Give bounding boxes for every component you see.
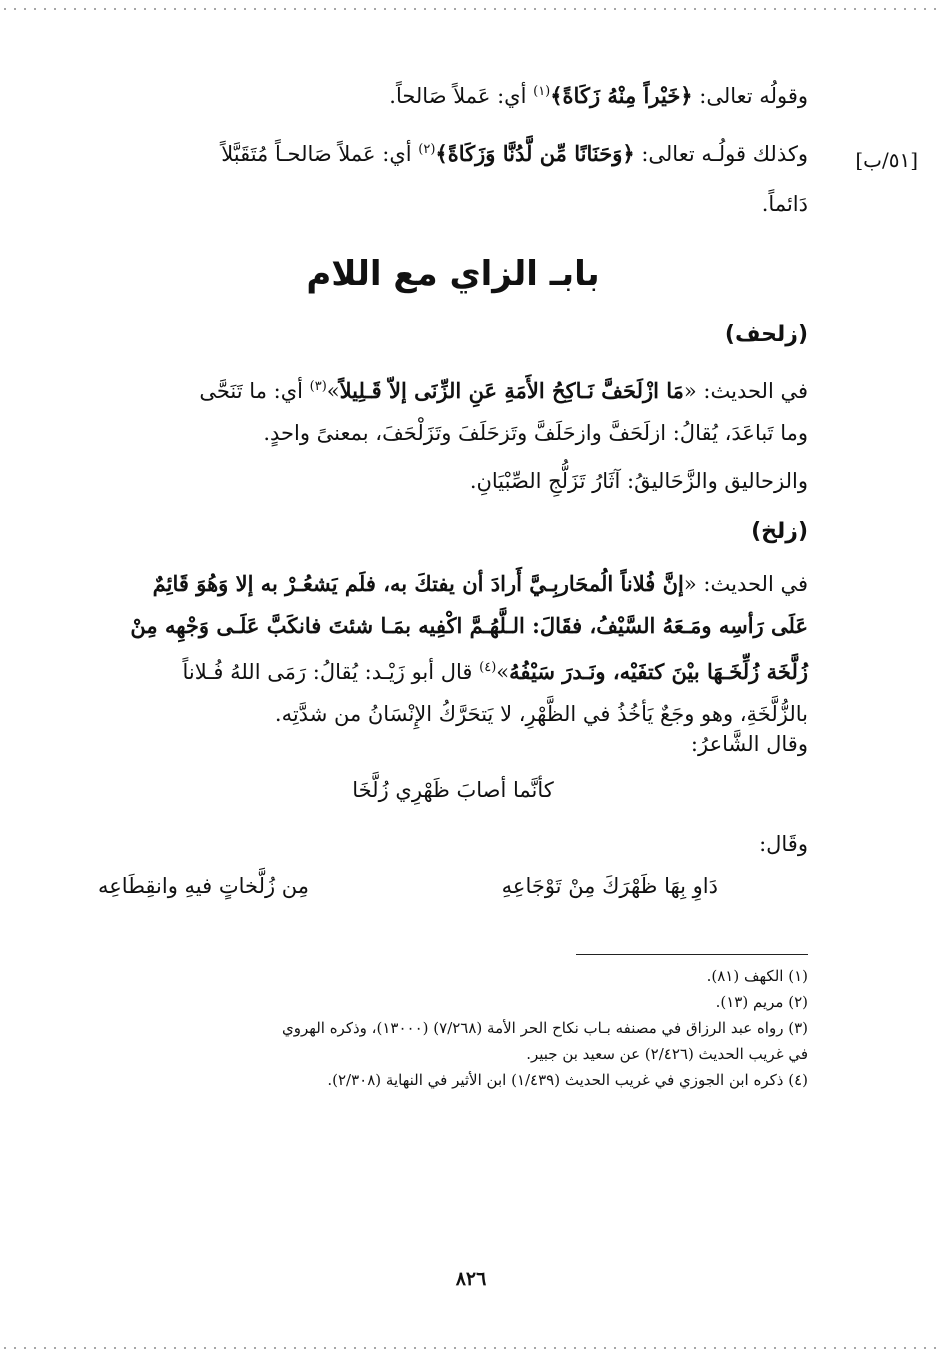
scan-dotted-edge-bottom bbox=[0, 1347, 942, 1349]
margin-folio-reference: [٥١/ب] bbox=[855, 148, 918, 172]
entry-title-zlhf: (زلحف) bbox=[724, 322, 808, 347]
scan-dotted-edge-top bbox=[0, 8, 942, 10]
entry-title-zlkh: (زلخ) bbox=[751, 519, 808, 544]
text-line-1 bbox=[98, 78, 808, 110]
poem-hemistich-right: دَاوِ بِهَا ظَهْرَكَ مِنْ تَوْجَاعِهِ bbox=[501, 874, 718, 898]
page-body bbox=[98, 78, 808, 1093]
hadith-text-1: مَا ازْلَحَفَّ نَـاكِحُ الأَمَةِ عَنِ الزِّنَى إلاّ قَـلِيلاً bbox=[339, 378, 684, 403]
footnote-ref-2: (٢) bbox=[418, 142, 436, 157]
entry2-line-5: وقال الشَّاعرُ: bbox=[690, 732, 808, 756]
hadith-text-2c: زُلَّخَة زُلِّخَـهَا بيْنَ كتفَيْه، ونَـدرَ سَيْفُهُ bbox=[509, 659, 808, 684]
entry2-line-1 bbox=[98, 570, 808, 598]
page-number: ٨٢٦ bbox=[455, 1268, 487, 1290]
quran-quote-1: ﴿خَيْراً مِنْهُ زَكَاةً﴾ bbox=[550, 83, 693, 108]
poem-verse-1: كأنَّما أصابَ ظَهْرِي زُلَّخَا bbox=[352, 778, 554, 802]
footnote-3-continued: في غريب الحديث (٢/٤٢٦) عن سعيد بن جبير. bbox=[526, 1045, 808, 1063]
entry1-line-1-intro: في الحديث: « bbox=[683, 379, 808, 403]
entry1-line-1-gloss: أي: ما تَنَحَّى bbox=[199, 379, 310, 403]
footnote-3: (٣) رواه عبد الرزاق في مصنفه بـاب نكاح الحر الأمة (٧/٢٦٨) (١٣٠٠٠)، وذكره الهروي bbox=[282, 1019, 808, 1037]
entry2-line-4: بالزُّلَّخَةِ، وهو وجَعٌ يَأخُذُ في الظَّهْرِ، لا يَتحَرَّكُ الإِنْسَانُ من شدَّتِه. bbox=[274, 702, 808, 726]
footnote-ref-4: (٤) bbox=[479, 660, 497, 675]
footnote-separator bbox=[576, 954, 808, 955]
entry2-line-1-intro: في الحديث: « bbox=[683, 572, 808, 596]
hadith-close-quote-2: » bbox=[496, 660, 510, 684]
entry2-line-2: عَلَى رَأسِه ومَـعَهُ السَّيْفُ، فقَالَ: الـلَّهُـمَّ اكْفِيه بمَـا شئتَ فانكَبَّ عَلَـى وَجْهِه مِنْ bbox=[130, 613, 808, 638]
text-line-2-intro: وكذلك قولُـه تعالى: bbox=[634, 142, 808, 166]
entry1-line-3: والزحاليق والزَّحَاليقُ: آثَارُ تَزَلُّجِ الصِّبْيَانِ. bbox=[469, 469, 808, 493]
entry2-line-3 bbox=[98, 654, 808, 686]
entry1-line-2: وما تَباعَدَ، يُقالُ: ازلَحَفَّ وازحَلَفَّ وتَزحَلَفَ وتَزَلْحَفَ، بمعنىً واحدٍ. bbox=[263, 421, 808, 445]
footnote-ref-1: (١) bbox=[533, 84, 551, 99]
footnote-1: (١) الكهف (٨١). bbox=[706, 967, 808, 985]
hadith-text-2a: إنَّ فُلاناً الُمحَاربِـيَّ أَرادَ أن يفتكَ به، فلَم يَشعُـرْ به إلا وَهُوَ قَائِمٌ bbox=[152, 571, 684, 596]
quran-quote-2: ﴿وَحَنَانًا مِّن لَّدُنَّا وَزَكَاةً﴾ bbox=[435, 141, 635, 166]
poem-couplet bbox=[98, 874, 808, 898]
text-line-2-gloss: أي: عَملاً صَالحـاً مُتَقَبَّلاً bbox=[221, 142, 419, 166]
chapter-heading: بابـ الزاي مع اللام bbox=[306, 254, 600, 294]
entry2-line-6: وقَال: bbox=[759, 832, 808, 856]
text-line-3: دَائماً. bbox=[761, 192, 808, 216]
entry1-line-1 bbox=[98, 373, 808, 405]
footnote-4: (٤) ذكره ابن الجوزي في غريب الحديث (١/٤٣٩) ابن الأثير في النهاية (٢/٣٠٨). bbox=[327, 1071, 808, 1089]
text-line-1-intro: وقولُه تعالى: bbox=[692, 84, 808, 108]
poem-hemistich-left: مِن زُلَّخاتٍ فيهِ وانقِطَاعِه bbox=[98, 874, 310, 898]
text-line-2 bbox=[98, 136, 808, 168]
hadith-close-quote-1: » bbox=[326, 379, 340, 403]
entry2-line-3-gloss: قال أبو زَيْـد: يُقالُ: رَمَى اللهُ فُـلاناً bbox=[182, 660, 480, 684]
text-line-1-gloss: أي: عَملاً صَالحاً. bbox=[389, 84, 534, 108]
footnote-ref-3: (٣) bbox=[309, 379, 327, 394]
footnote-2: (٢) مريم (١٣). bbox=[715, 993, 808, 1011]
